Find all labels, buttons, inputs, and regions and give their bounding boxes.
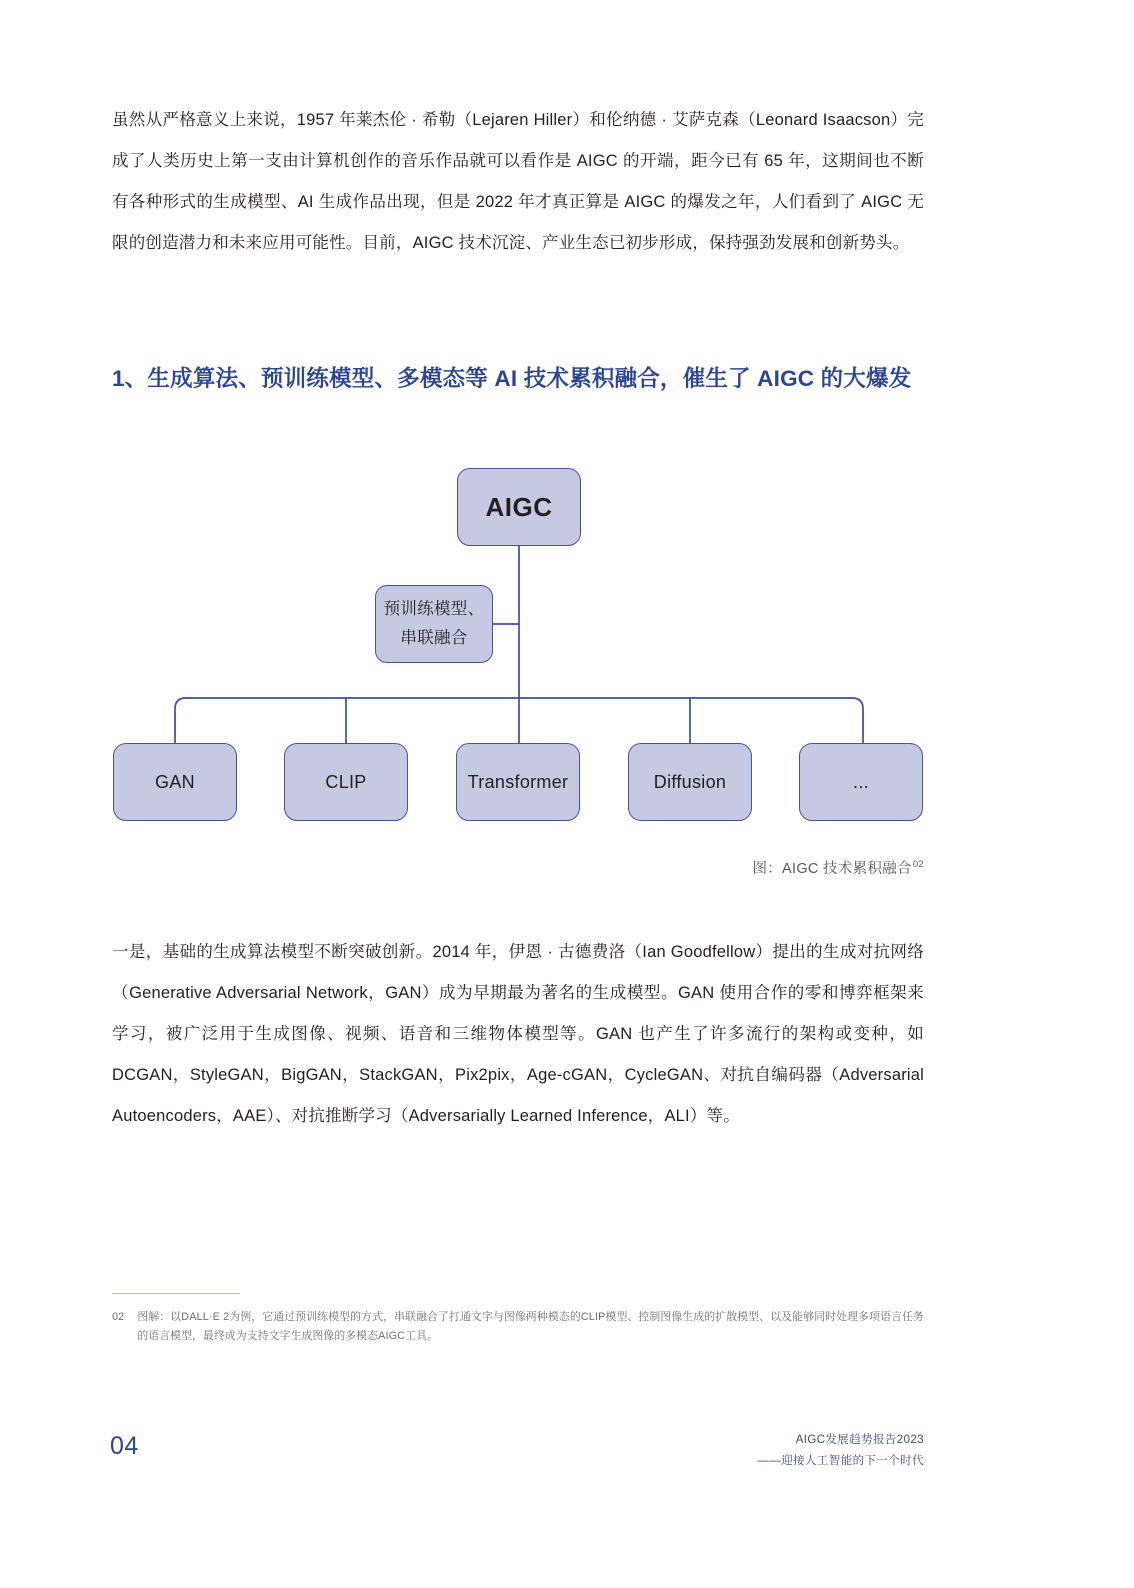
diagram-node-ellipsis-label: ...	[853, 772, 869, 792]
second-paragraph: 一是，基础的生成算法模型不断突破创新。2014 年，伊恩 · 古德费洛（Ian Goodfellow）提出的生成对抗网络（Generative Adversarial Network，GAN）成为早期最为著名的生成模型。GAN 使用合作的零和博弈框架来学习，被广泛用于生成图像、视频、语音和三维物体模型等。GAN 也产生了许多流行的架构或变种，如 DCGAN，StyleGAN，BigGAN，StackGAN，Pix2pix，Age-cGAN，CycleGAN、对抗自编码器（Adversarial Autoencoders，AAE）、对抗推断学习（Adversarially Learned Inference，ALI）等。	[112, 943, 924, 1125]
aigc-technology-diagram	[112, 445, 924, 835]
intro-paragraph: 虽然从严格意义上来说，1957 年莱杰伦 · 希勒（Lejaren Hiller）和伦纳德 · 艾萨克森（Leonard Isaacson）完成了人类历史上第一支由计算机创作的音乐作品就可以看作是 AIGC 的开端，距今已有 65 年，这期间也不断有各种形式的生成模型、AI 生成作品出现，但是 2022 年才真正算是 AIGC 的爆发之年，人们看到了 AIGC 无限的创造潜力和未来应用可能性。目前，AIGC 技术沉淀、产业生态已初步形成，保持强劲发展和创新势头。	[112, 111, 924, 252]
diagram-node-ellipsis	[799, 743, 923, 821]
diagram-leaf-row	[112, 743, 924, 821]
figure-caption-footnote-marker: 02	[912, 859, 924, 871]
diagram-node-gan-label: GAN	[155, 772, 195, 792]
diagram-node-transformer-label: Transformer	[467, 772, 569, 792]
diagram-node-clip-label: CLIP	[325, 772, 367, 792]
diagram-node-pretrained-fusion	[375, 585, 493, 663]
figure-caption	[112, 857, 924, 878]
diagram-node-gan	[113, 743, 237, 821]
page-number: 04	[110, 1432, 139, 1460]
footer-title-line2: ——迎接人工智能的下一个时代	[757, 1455, 924, 1467]
diagram-node-pretrained-fusion-label: 预训练模型、 串联融合	[383, 600, 485, 647]
footer-title-line1: AIGC发展趋势报告2023	[795, 1434, 924, 1446]
footer-title	[757, 1430, 924, 1472]
diagram-node-transformer	[456, 743, 580, 821]
figure-caption-text: 图：AIGC 技术累积融合	[752, 861, 912, 877]
section-heading: 1、生成算法、预训练模型、多模态等 AI 技术累积融合，催生了 AIGC 的大爆发	[112, 365, 912, 391]
footnote-block	[112, 1293, 924, 1346]
diagram-node-diffusion-label: Diffusion	[653, 772, 727, 792]
diagram-node-clip	[284, 743, 408, 821]
diagram-node-aigc-label: AIGC	[485, 492, 553, 522]
footnote-divider	[112, 1293, 240, 1294]
diagram-node-diffusion	[628, 743, 752, 821]
footnote-number: 02	[112, 1311, 125, 1323]
diagram-node-aigc	[457, 468, 581, 546]
footnote-text: 图解：以DALL·E 2为例，它通过预训练模型的方式，串联融合了打通文字与图像两种模态的CLIP模型、控制图像生成的扩散模型、以及能够同时处理多项语言任务的语言模型，最终成为支持文字生成图像的多模态AIGC工具。	[137, 1311, 924, 1342]
